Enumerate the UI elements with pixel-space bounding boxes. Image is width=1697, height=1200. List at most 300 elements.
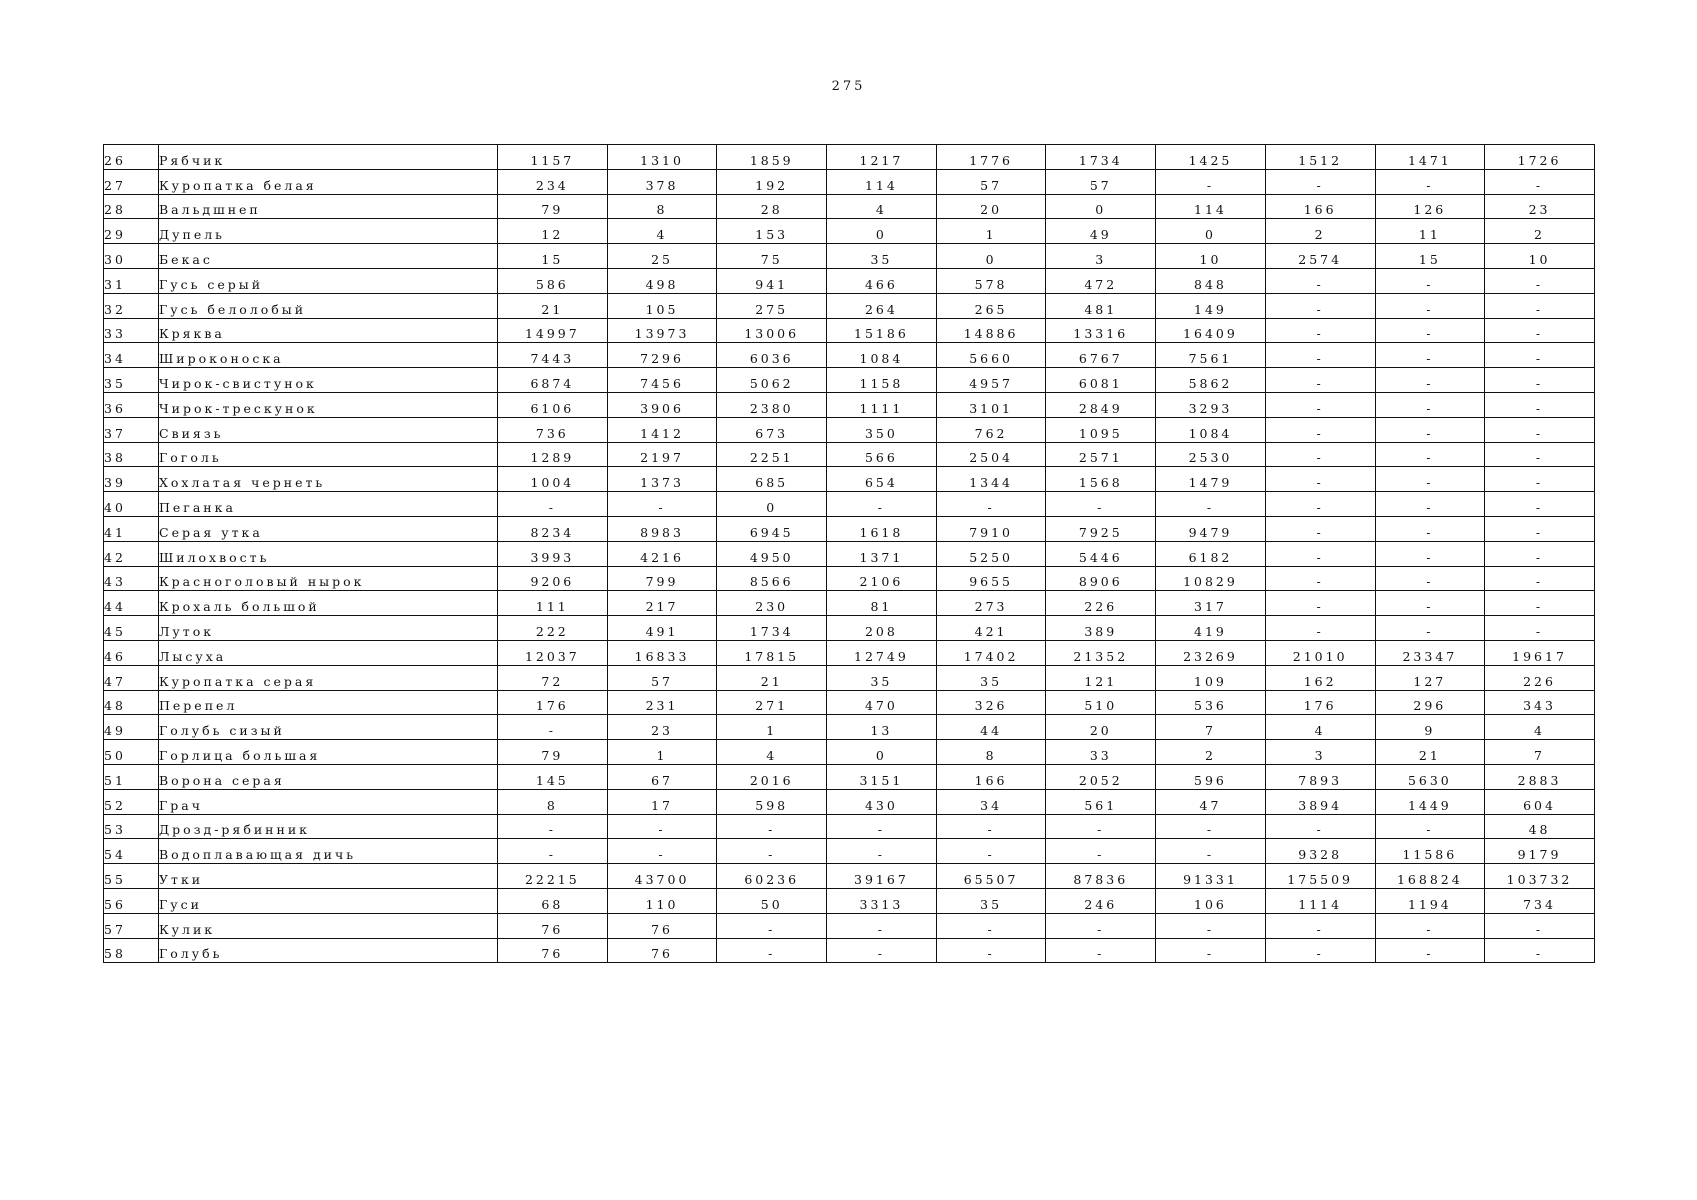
table-row: [104, 392, 1595, 417]
value-cell: 106: [1156, 888, 1266, 913]
value-cell: 2849: [1046, 392, 1156, 417]
value-cell: 226: [1046, 591, 1156, 616]
value-cell: 2504: [936, 442, 1046, 467]
value-cell: 470: [827, 690, 937, 715]
value-cell: 4: [607, 219, 717, 244]
value-cell: 111: [498, 591, 608, 616]
value-cell: -: [1375, 616, 1485, 641]
value-cell: -: [1485, 268, 1595, 293]
value-cell: 13006: [717, 318, 827, 343]
value-cell: 317: [1156, 591, 1266, 616]
value-cell: 114: [827, 169, 937, 194]
species-name-cell: Чирок-трескунок: [159, 392, 498, 417]
value-cell: 6106: [498, 392, 608, 417]
value-cell: -: [1265, 467, 1375, 492]
value-cell: 421: [936, 616, 1046, 641]
row-number-cell: 34: [104, 343, 159, 368]
value-cell: -: [1265, 938, 1375, 963]
value-cell: 2251: [717, 442, 827, 467]
value-cell: 1568: [1046, 467, 1156, 492]
value-cell: 6874: [498, 368, 608, 393]
value-cell: 566: [827, 442, 937, 467]
species-name-cell: Дупель: [159, 219, 498, 244]
species-name-cell: Утки: [159, 864, 498, 889]
value-cell: 16833: [607, 640, 717, 665]
value-cell: 561: [1046, 789, 1156, 814]
value-cell: 2: [1485, 219, 1595, 244]
value-cell: 21: [498, 293, 608, 318]
value-cell: 65507: [936, 864, 1046, 889]
value-cell: 9328: [1265, 839, 1375, 864]
species-name-cell: Серая утка: [159, 516, 498, 541]
value-cell: 3151: [827, 764, 937, 789]
table-row: [104, 169, 1595, 194]
value-cell: 1512: [1265, 145, 1375, 170]
value-cell: 35: [936, 665, 1046, 690]
row-number-cell: 36: [104, 392, 159, 417]
value-cell: -: [1485, 368, 1595, 393]
row-number-cell: 57: [104, 913, 159, 938]
value-cell: -: [1375, 368, 1485, 393]
table-row: [104, 888, 1595, 913]
value-cell: -: [607, 839, 717, 864]
row-number-cell: 29: [104, 219, 159, 244]
row-number-cell: 53: [104, 814, 159, 839]
value-cell: 1618: [827, 516, 937, 541]
value-cell: -: [1046, 492, 1156, 517]
value-cell: 4: [827, 194, 937, 219]
value-cell: 685: [717, 467, 827, 492]
table-row: [104, 640, 1595, 665]
value-cell: 105: [607, 293, 717, 318]
value-cell: 350: [827, 417, 937, 442]
value-cell: 8: [498, 789, 608, 814]
value-cell: 3894: [1265, 789, 1375, 814]
species-name-cell: Голубь сизый: [159, 715, 498, 740]
species-name-cell: Водоплавающая дичь: [159, 839, 498, 864]
value-cell: 9479: [1156, 516, 1266, 541]
value-cell: -: [1265, 268, 1375, 293]
table-row: [104, 516, 1595, 541]
value-cell: -: [1485, 541, 1595, 566]
value-cell: 6036: [717, 343, 827, 368]
value-cell: 762: [936, 417, 1046, 442]
table-row: [104, 789, 1595, 814]
table-row: [104, 145, 1595, 170]
value-cell: 67: [607, 764, 717, 789]
value-cell: -: [1265, 591, 1375, 616]
row-number-cell: 58: [104, 938, 159, 963]
value-cell: 5862: [1156, 368, 1266, 393]
value-cell: 68: [498, 888, 608, 913]
value-cell: -: [1485, 467, 1595, 492]
value-cell: 14886: [936, 318, 1046, 343]
species-name-cell: Куропатка белая: [159, 169, 498, 194]
row-number-cell: 40: [104, 492, 159, 517]
value-cell: -: [1265, 417, 1375, 442]
value-cell: -: [1265, 442, 1375, 467]
value-cell: -: [607, 492, 717, 517]
value-cell: -: [1156, 814, 1266, 839]
value-cell: 9655: [936, 566, 1046, 591]
value-cell: 4: [717, 740, 827, 765]
species-name-cell: Кулик: [159, 913, 498, 938]
value-cell: 736: [498, 417, 608, 442]
value-cell: -: [1046, 938, 1156, 963]
value-cell: 0: [827, 740, 937, 765]
value-cell: 21: [717, 665, 827, 690]
value-cell: 799: [607, 566, 717, 591]
value-cell: 231: [607, 690, 717, 715]
value-cell: 419: [1156, 616, 1266, 641]
value-cell: 6767: [1046, 343, 1156, 368]
value-cell: 1004: [498, 467, 608, 492]
value-cell: 1084: [1156, 417, 1266, 442]
value-cell: 0: [717, 492, 827, 517]
value-cell: -: [1485, 343, 1595, 368]
row-number-cell: 51: [104, 764, 159, 789]
value-cell: 498: [607, 268, 717, 293]
value-cell: 34: [936, 789, 1046, 814]
table-row: [104, 492, 1595, 517]
row-number-cell: 30: [104, 244, 159, 269]
value-cell: 168824: [1375, 864, 1485, 889]
value-cell: 0: [827, 219, 937, 244]
value-cell: 226: [1485, 665, 1595, 690]
table-row: [104, 864, 1595, 889]
value-cell: 1: [607, 740, 717, 765]
value-cell: 2197: [607, 442, 717, 467]
value-cell: 296: [1375, 690, 1485, 715]
value-cell: -: [1375, 492, 1485, 517]
row-number-cell: 43: [104, 566, 159, 591]
value-cell: 57: [1046, 169, 1156, 194]
species-name-cell: Лысуха: [159, 640, 498, 665]
value-cell: 654: [827, 467, 937, 492]
game-statistics-table: [103, 144, 1595, 963]
value-cell: 1371: [827, 541, 937, 566]
species-name-cell: Дрозд-рябинник: [159, 814, 498, 839]
value-cell: 5660: [936, 343, 1046, 368]
value-cell: 217: [607, 591, 717, 616]
row-number-cell: 44: [104, 591, 159, 616]
species-name-cell: Голубь: [159, 938, 498, 963]
value-cell: 1111: [827, 392, 937, 417]
row-number-cell: 50: [104, 740, 159, 765]
species-name-cell: Хохлатая чернеть: [159, 467, 498, 492]
value-cell: 9: [1375, 715, 1485, 740]
value-cell: -: [1046, 839, 1156, 864]
species-name-cell: Рябчик: [159, 145, 498, 170]
value-cell: 1: [936, 219, 1046, 244]
value-cell: 10829: [1156, 566, 1266, 591]
row-number-cell: 38: [104, 442, 159, 467]
value-cell: 586: [498, 268, 608, 293]
value-cell: 275: [717, 293, 827, 318]
value-cell: 35: [827, 244, 937, 269]
value-cell: 176: [498, 690, 608, 715]
value-cell: 8566: [717, 566, 827, 591]
row-number-cell: 46: [104, 640, 159, 665]
row-number-cell: 54: [104, 839, 159, 864]
value-cell: 176: [1265, 690, 1375, 715]
value-cell: -: [1485, 591, 1595, 616]
value-cell: 166: [936, 764, 1046, 789]
value-cell: 87836: [1046, 864, 1156, 889]
value-cell: 20: [936, 194, 1046, 219]
value-cell: 81: [827, 591, 937, 616]
value-cell: 76: [498, 913, 608, 938]
value-cell: 734: [1485, 888, 1595, 913]
value-cell: -: [1485, 516, 1595, 541]
value-cell: 4950: [717, 541, 827, 566]
value-cell: 8906: [1046, 566, 1156, 591]
value-cell: 57: [607, 665, 717, 690]
value-cell: 848: [1156, 268, 1266, 293]
value-cell: -: [1265, 541, 1375, 566]
value-cell: 19617: [1485, 640, 1595, 665]
value-cell: -: [1156, 938, 1266, 963]
value-cell: 1217: [827, 145, 937, 170]
table-row: [104, 268, 1595, 293]
value-cell: 175509: [1265, 864, 1375, 889]
value-cell: 11: [1375, 219, 1485, 244]
table-row: [104, 442, 1595, 467]
species-name-cell: Красноголовый нырок: [159, 566, 498, 591]
value-cell: 149: [1156, 293, 1266, 318]
table-row: [104, 417, 1595, 442]
value-cell: 6182: [1156, 541, 1266, 566]
value-cell: 76: [498, 938, 608, 963]
row-number-cell: 55: [104, 864, 159, 889]
value-cell: -: [1485, 417, 1595, 442]
value-cell: -: [1375, 516, 1485, 541]
value-cell: 79: [498, 740, 608, 765]
page-number: 275: [831, 79, 866, 94]
value-cell: 326: [936, 690, 1046, 715]
value-cell: -: [1046, 913, 1156, 938]
value-cell: 510: [1046, 690, 1156, 715]
value-cell: -: [936, 938, 1046, 963]
value-cell: 430: [827, 789, 937, 814]
row-number-cell: 27: [104, 169, 159, 194]
value-cell: 23: [607, 715, 717, 740]
value-cell: -: [1375, 392, 1485, 417]
value-cell: -: [1375, 343, 1485, 368]
value-cell: -: [1375, 566, 1485, 591]
value-cell: -: [717, 839, 827, 864]
row-number-cell: 48: [104, 690, 159, 715]
value-cell: 162: [1265, 665, 1375, 690]
value-cell: -: [1485, 169, 1595, 194]
value-cell: 2530: [1156, 442, 1266, 467]
value-cell: 230: [717, 591, 827, 616]
value-cell: 75: [717, 244, 827, 269]
value-cell: -: [1375, 442, 1485, 467]
value-cell: 3993: [498, 541, 608, 566]
value-cell: -: [1485, 318, 1595, 343]
value-cell: 10: [1156, 244, 1266, 269]
value-cell: 23: [1485, 194, 1595, 219]
value-cell: -: [1485, 566, 1595, 591]
value-cell: 3293: [1156, 392, 1266, 417]
value-cell: 9206: [498, 566, 608, 591]
value-cell: 13973: [607, 318, 717, 343]
value-cell: 8: [607, 194, 717, 219]
value-cell: 1114: [1265, 888, 1375, 913]
value-cell: 72: [498, 665, 608, 690]
value-cell: 39167: [827, 864, 937, 889]
value-cell: 1412: [607, 417, 717, 442]
table-row: [104, 541, 1595, 566]
value-cell: 13316: [1046, 318, 1156, 343]
table-row: [104, 839, 1595, 864]
value-cell: 7925: [1046, 516, 1156, 541]
value-cell: 7893: [1265, 764, 1375, 789]
row-number-cell: 26: [104, 145, 159, 170]
value-cell: 9179: [1485, 839, 1595, 864]
value-cell: 7456: [607, 368, 717, 393]
value-cell: -: [1265, 616, 1375, 641]
value-cell: 2574: [1265, 244, 1375, 269]
species-name-cell: Широконоска: [159, 343, 498, 368]
value-cell: 246: [1046, 888, 1156, 913]
value-cell: 596: [1156, 764, 1266, 789]
value-cell: 1734: [1046, 145, 1156, 170]
row-number-cell: 31: [104, 268, 159, 293]
species-name-cell: Куропатка серая: [159, 665, 498, 690]
value-cell: 76: [607, 913, 717, 938]
species-name-cell: Свиязь: [159, 417, 498, 442]
row-number-cell: 45: [104, 616, 159, 641]
value-cell: 604: [1485, 789, 1595, 814]
value-cell: -: [827, 913, 937, 938]
species-name-cell: Кряква: [159, 318, 498, 343]
value-cell: -: [1156, 913, 1266, 938]
value-cell: 35: [827, 665, 937, 690]
value-cell: 1310: [607, 145, 717, 170]
value-cell: -: [1375, 318, 1485, 343]
table-row: [104, 566, 1595, 591]
value-cell: -: [1265, 814, 1375, 839]
value-cell: -: [1265, 318, 1375, 343]
value-cell: -: [1265, 492, 1375, 517]
value-cell: 7296: [607, 343, 717, 368]
value-cell: 2380: [717, 392, 827, 417]
value-cell: -: [498, 492, 608, 517]
row-number-cell: 39: [104, 467, 159, 492]
value-cell: 264: [827, 293, 937, 318]
species-name-cell: Пеганка: [159, 492, 498, 517]
value-cell: 12037: [498, 640, 608, 665]
value-cell: 121: [1046, 665, 1156, 690]
value-cell: -: [1265, 516, 1375, 541]
value-cell: -: [717, 814, 827, 839]
value-cell: 21352: [1046, 640, 1156, 665]
table-row: [104, 913, 1595, 938]
value-cell: 481: [1046, 293, 1156, 318]
species-name-cell: Шилохвость: [159, 541, 498, 566]
value-cell: 43700: [607, 864, 717, 889]
value-cell: 7: [1485, 740, 1595, 765]
value-cell: 378: [607, 169, 717, 194]
value-cell: -: [827, 938, 937, 963]
table-row: [104, 318, 1595, 343]
value-cell: -: [717, 938, 827, 963]
species-name-cell: Ворона серая: [159, 764, 498, 789]
value-cell: 28: [717, 194, 827, 219]
value-cell: 2052: [1046, 764, 1156, 789]
value-cell: 4: [1485, 715, 1595, 740]
value-cell: 14997: [498, 318, 608, 343]
value-cell: 1194: [1375, 888, 1485, 913]
species-name-cell: Бекас: [159, 244, 498, 269]
row-number-cell: 28: [104, 194, 159, 219]
value-cell: 1734: [717, 616, 827, 641]
value-cell: 2106: [827, 566, 937, 591]
row-number-cell: 41: [104, 516, 159, 541]
value-cell: -: [1375, 293, 1485, 318]
value-cell: 17: [607, 789, 717, 814]
value-cell: -: [607, 814, 717, 839]
value-cell: -: [1375, 913, 1485, 938]
value-cell: -: [936, 814, 1046, 839]
value-cell: 21: [1375, 740, 1485, 765]
row-number-cell: 56: [104, 888, 159, 913]
row-number-cell: 35: [104, 368, 159, 393]
table-row: [104, 467, 1595, 492]
table-row: [104, 814, 1595, 839]
value-cell: -: [936, 913, 1046, 938]
value-cell: 15186: [827, 318, 937, 343]
value-cell: 1479: [1156, 467, 1266, 492]
table-row: [104, 715, 1595, 740]
value-cell: 273: [936, 591, 1046, 616]
value-cell: 50: [717, 888, 827, 913]
species-name-cell: Чирок-свистунок: [159, 368, 498, 393]
value-cell: 2883: [1485, 764, 1595, 789]
value-cell: 472: [1046, 268, 1156, 293]
row-number-cell: 37: [104, 417, 159, 442]
value-cell: 1471: [1375, 145, 1485, 170]
value-cell: 536: [1156, 690, 1266, 715]
value-cell: -: [1265, 913, 1375, 938]
value-cell: 103732: [1485, 864, 1595, 889]
value-cell: 1776: [936, 145, 1046, 170]
value-cell: 8983: [607, 516, 717, 541]
value-cell: 2: [1265, 219, 1375, 244]
value-cell: 23347: [1375, 640, 1485, 665]
value-cell: 49: [1046, 219, 1156, 244]
value-cell: 1084: [827, 343, 937, 368]
value-cell: -: [1375, 938, 1485, 963]
value-cell: 208: [827, 616, 937, 641]
value-cell: 15: [498, 244, 608, 269]
value-cell: 20: [1046, 715, 1156, 740]
value-cell: -: [1485, 392, 1595, 417]
value-cell: 578: [936, 268, 1046, 293]
species-name-cell: Вальдшнеп: [159, 194, 498, 219]
value-cell: 23269: [1156, 640, 1266, 665]
value-cell: 5250: [936, 541, 1046, 566]
value-cell: 11586: [1375, 839, 1485, 864]
value-cell: -: [936, 492, 1046, 517]
species-name-cell: Гоголь: [159, 442, 498, 467]
value-cell: 33: [1046, 740, 1156, 765]
species-name-cell: Луток: [159, 616, 498, 641]
value-cell: -: [1375, 417, 1485, 442]
row-number-cell: 49: [104, 715, 159, 740]
